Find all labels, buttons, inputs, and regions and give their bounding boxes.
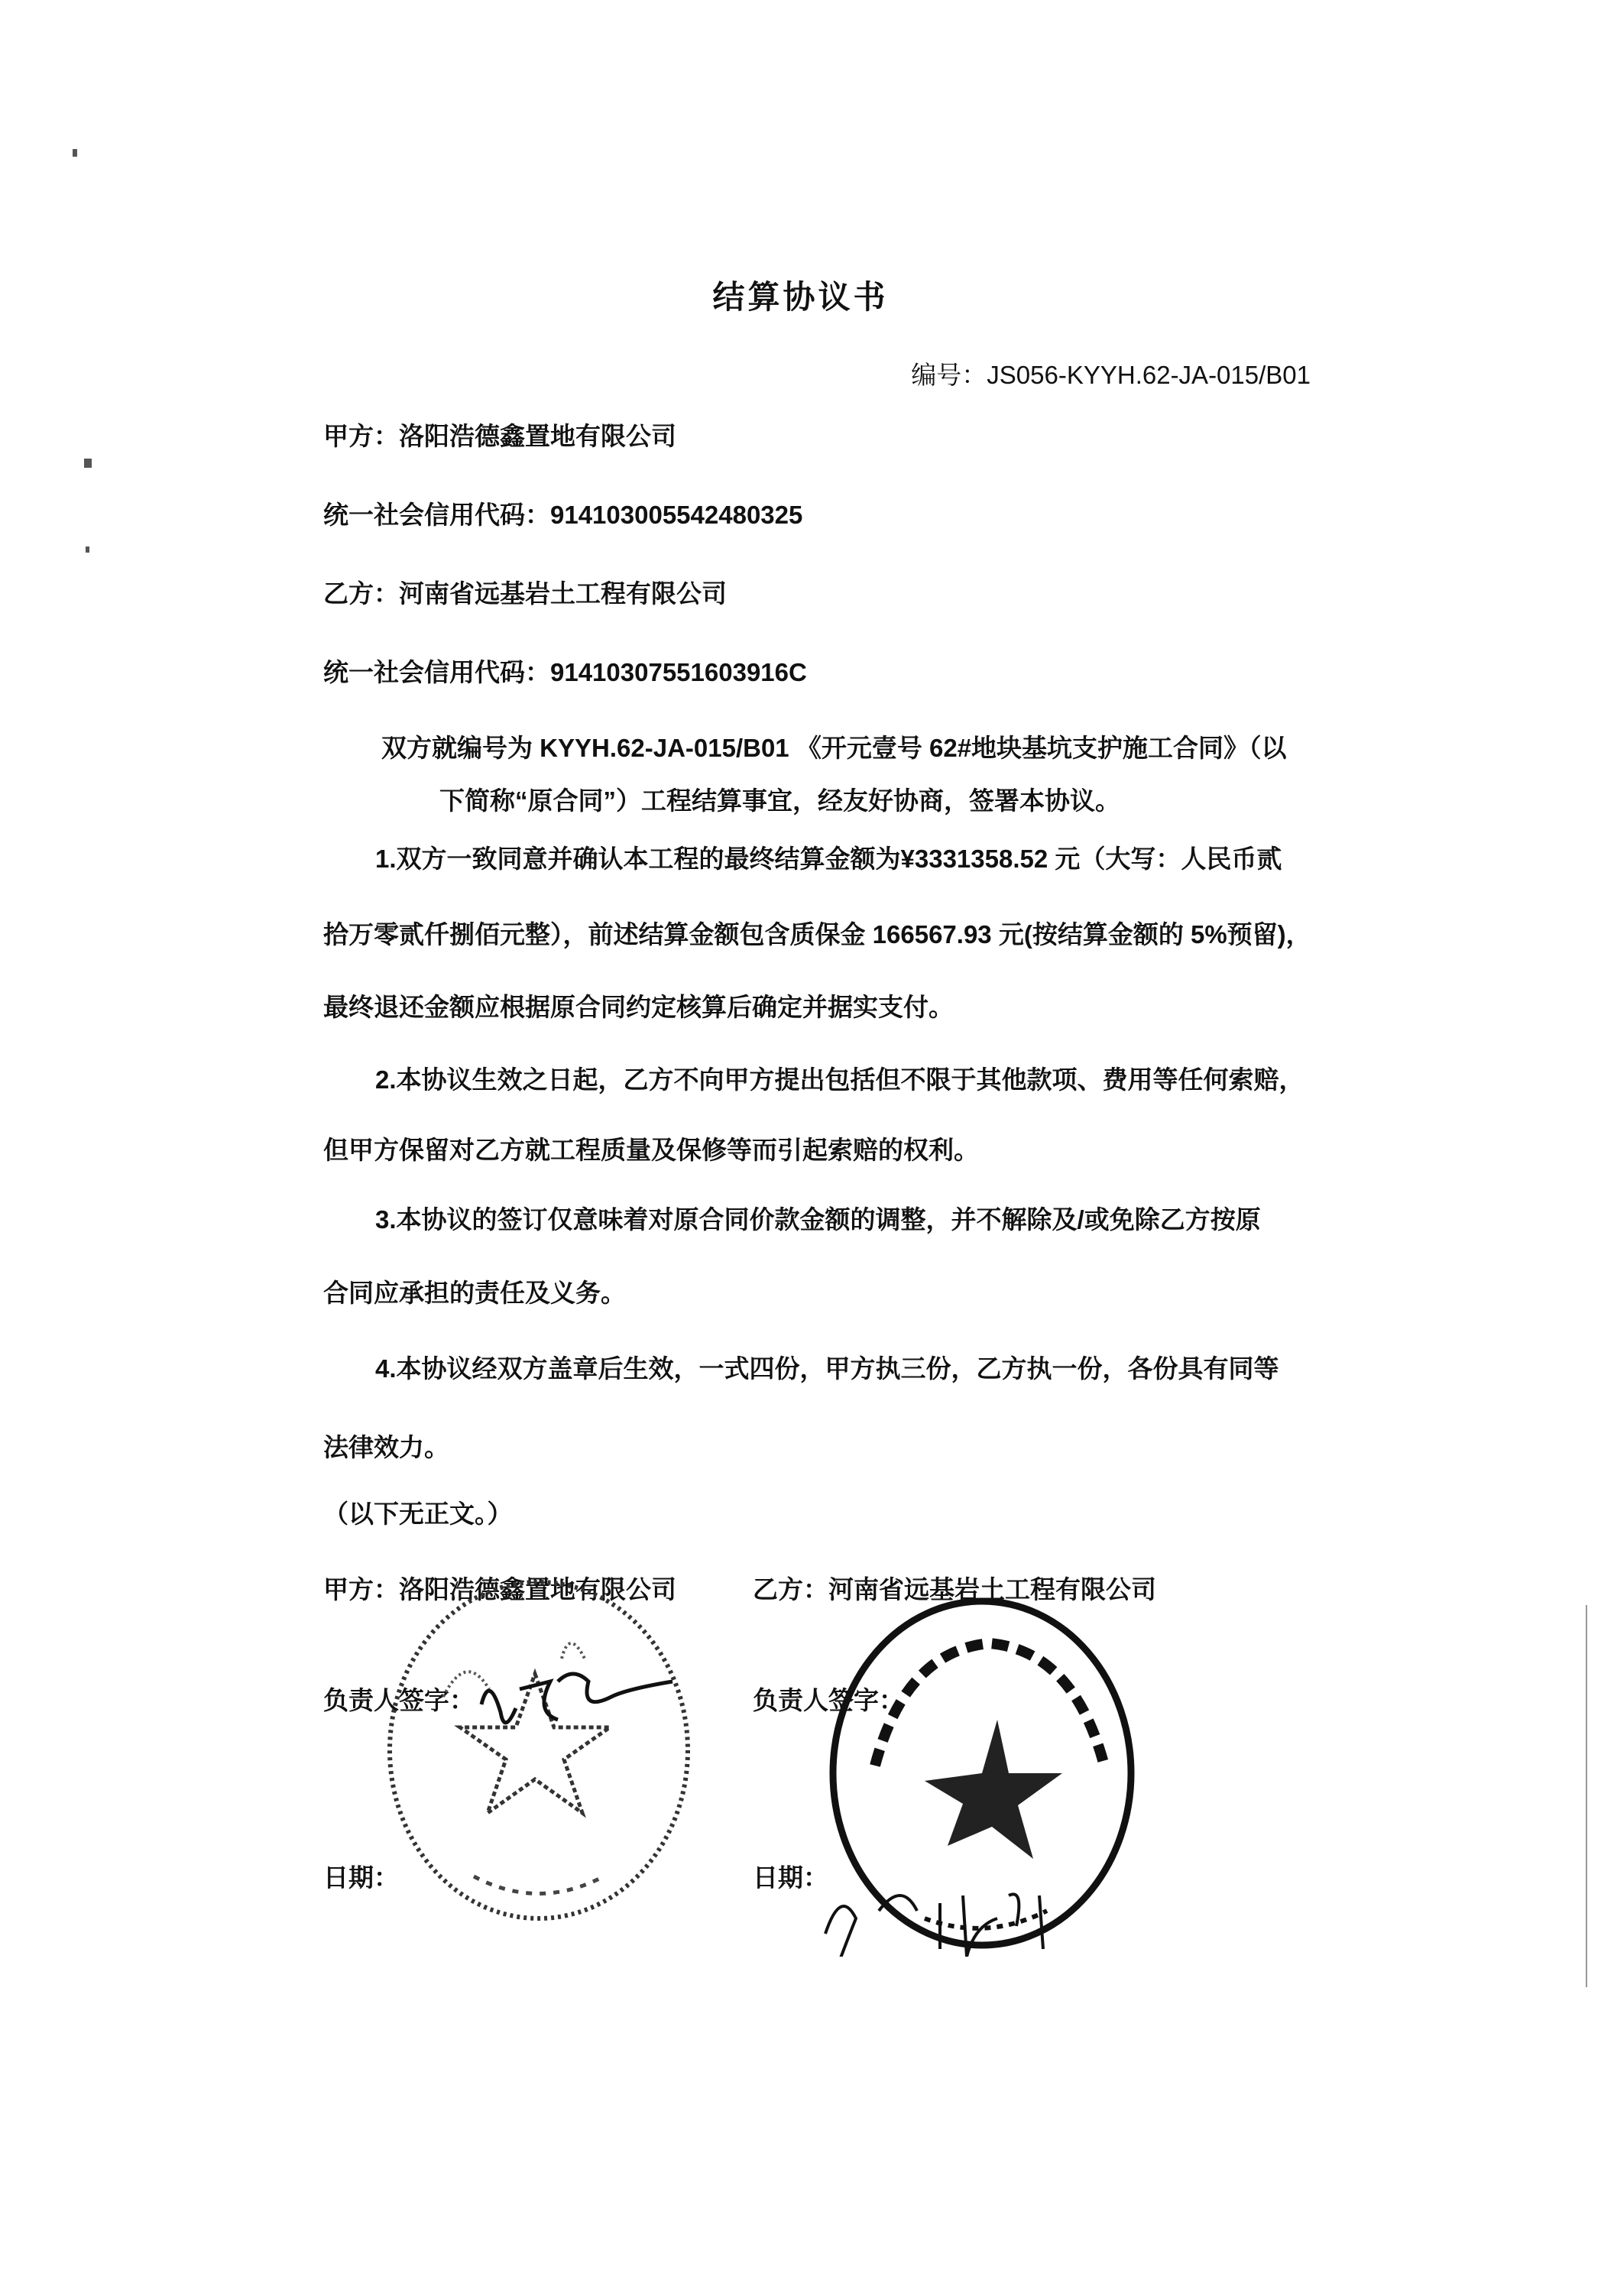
document-title: 结算协议书 xyxy=(712,279,889,315)
date-label-a: 日期： xyxy=(323,1863,399,1892)
clause-2-line: 但甲方保留对乙方就工程质量及保修等而引起索赔的权利。 xyxy=(323,1136,979,1164)
party-b-credit-code: 统一社会信用代码：91410307551603916C xyxy=(323,658,807,686)
end-note: （以下无正文。） xyxy=(323,1500,513,1528)
party-a: 甲方：洛阳浩德鑫置地有限公司 xyxy=(323,422,676,450)
party-b: 乙方：河南省远基岩土工程有限公司 xyxy=(323,579,727,608)
clause-3-line: 合同应承担的责任及义务。 xyxy=(323,1279,626,1307)
scan-edge-line xyxy=(1586,1605,1587,1987)
scan-speck xyxy=(73,149,77,157)
clause-1-line: 1.双方一致同意并确认本工程的最终结算金额为¥3331358.52 元（大写：人民币贰 xyxy=(375,845,1282,873)
signer-label-a: 负责人签字： xyxy=(323,1686,475,1714)
clause-4-line: 4.本协议经双方盖章后生效，一式四份，甲方执三份，乙方执一份，各份具有同等 xyxy=(375,1354,1279,1383)
clause-1-line: 拾万零贰仟捌佰元整），前述结算金额包含质保金 166567.93 元(按结算金额的 5%预留)， xyxy=(323,920,1311,949)
intro-line: 下简称“原合同”）工程结算事宜，经友好协商，签署本协议。 xyxy=(439,786,1120,815)
scan-speck xyxy=(84,459,92,468)
party-b-company-seal xyxy=(810,1590,1162,1957)
scan-speck xyxy=(86,546,89,553)
party-a-credit-code: 统一社会信用代码：914103005542480325 xyxy=(323,501,803,529)
party-a-company-seal xyxy=(367,1574,718,1934)
signature-party-b: 乙方：河南省远基岩土工程有限公司 xyxy=(753,1575,1156,1604)
intro-line: 双方就编号为 KYYH.62-JA-015/B01 《开元壹号 62#地块基坑支护施工合同》（以 xyxy=(381,734,1287,762)
signer-label-b: 负责人签字： xyxy=(753,1686,904,1714)
clause-3-line: 3.本协议的签订仅意味着对原合同价款金额的调整，并不解除及/或免除乙方按原 xyxy=(375,1205,1261,1234)
date-label-b: 日期： xyxy=(753,1863,828,1892)
clause-2-line: 2.本协议生效之日起，乙方不向甲方提出包括但不限于其他款项、费用等任何索赔， xyxy=(375,1065,1304,1094)
signature-party-a: 甲方：洛阳浩德鑫置地有限公司 xyxy=(323,1575,676,1604)
clause-4-line: 法律效力。 xyxy=(323,1433,449,1461)
clause-1-line: 最终退还金额应根据原合同约定核算后确定并据实支付。 xyxy=(323,993,954,1021)
document-number: 编号：JS056-KYYH.62-JA-015/B01 xyxy=(911,361,1311,389)
